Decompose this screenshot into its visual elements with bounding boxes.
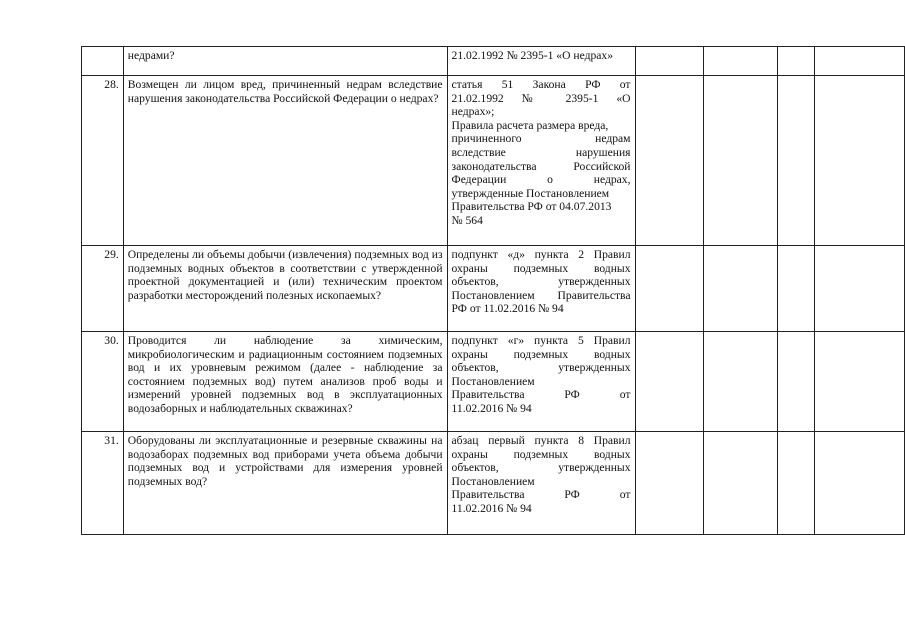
legal-reference-line: Правительства РФ от [451, 388, 631, 402]
empty-cell [814, 246, 904, 332]
empty-cell [635, 246, 703, 332]
empty-cell [635, 76, 703, 246]
legal-reference-line: недрах»; [451, 105, 495, 119]
question-cell: Возмещен ли лицом вред, причиненный недрам вследствие нарушения законодательства Российской Федерации о недрах? [123, 76, 447, 246]
table-row [82, 76, 905, 246]
table-row [82, 432, 905, 535]
question-cell: Проводится ли наблюдение за химическим, микробиологическим и радиационным состоянием подземных вод и их уровневым режимом (далее - наблюдение за состоянием подземных вод) путем анализов проб воды и измерений уровней подземных вод в эксплуатационных водозаборных и наблюдательных скважинах? [123, 332, 447, 432]
empty-cell [703, 246, 777, 332]
legal-reference-line: охраны подземных водных [451, 261, 631, 275]
table-row [82, 246, 905, 332]
legal-reference-cell [447, 332, 635, 432]
legal-reference-line: 11.02.2016 № 94 [451, 401, 532, 415]
legal-reference-line: Правительства РФ от [451, 488, 631, 502]
row-number: 29. [82, 246, 124, 332]
legal-reference-line: Постановлением Правительства [451, 288, 631, 302]
legal-reference-line: законодательства Российской [451, 159, 631, 173]
empty-cell [635, 332, 703, 432]
question-cell: недрами? [123, 47, 447, 76]
empty-cell [814, 332, 904, 432]
legal-reference-cell [447, 76, 635, 246]
legal-reference-line: подпункт «д» пункта 2 Правил [451, 248, 631, 261]
legal-reference-line: объектов, утвержденных [451, 461, 631, 475]
empty-cell [703, 332, 777, 432]
empty-cell [703, 432, 777, 535]
legal-reference-line: Постановлением [451, 474, 535, 488]
row-number: 30. [82, 332, 124, 432]
legal-reference-cell [447, 246, 635, 332]
legal-reference-line: охраны подземных водных [451, 447, 631, 461]
legal-reference-line: причиненного недрам [451, 132, 631, 146]
empty-cell [635, 432, 703, 535]
row-number: 28. [82, 76, 124, 246]
legal-reference-line: Правила расчета размера вреда, [451, 118, 609, 132]
legal-reference-cell [447, 432, 635, 535]
row-number [82, 47, 124, 76]
empty-cell [778, 76, 815, 246]
legal-reference-line: охраны подземных водных [451, 347, 631, 361]
legal-reference-line: утвержденные Постановлением [451, 186, 610, 200]
table-row [82, 47, 905, 76]
legal-reference-line: 21.02.1992 № 2395-1 «О [451, 91, 631, 105]
legal-reference-line: Постановлением [451, 374, 535, 388]
legal-reference-line: объектов, утвержденных [451, 275, 631, 289]
empty-cell [703, 76, 777, 246]
empty-cell [814, 47, 904, 76]
legal-reference-line: 21.02.1992 № 2395-1 «О недрах» [451, 49, 614, 62]
inspection-checklist-table [81, 46, 905, 535]
legal-reference-line: № 564 [451, 213, 483, 227]
table-row [82, 332, 905, 432]
legal-reference-line: Федерации о недрах, [451, 173, 631, 187]
legal-reference-line: статья 51 Закона РФ от [451, 78, 631, 91]
question-cell: Оборудованы ли эксплуатационные и резервные скважины на водозаборах подземных вод приборами учета объема добычи подземных вод и устройствами для измерения уровней подземных вод? [123, 432, 447, 535]
empty-cell [778, 47, 815, 76]
legal-reference-line: абзац первый пункта 8 Правил [451, 434, 631, 447]
legal-reference-cell [447, 47, 635, 76]
empty-cell [814, 76, 904, 246]
legal-reference-line: вследствие нарушения [451, 145, 631, 159]
empty-cell [778, 246, 815, 332]
empty-cell [778, 332, 815, 432]
legal-reference-line: Правительства РФ от 04.07.2013 [451, 200, 612, 214]
empty-cell [778, 432, 815, 535]
legal-reference-line: подпункт «г» пункта 5 Правил [451, 334, 631, 347]
question-cell: Определены ли объемы добычи (извлечения) подземных вод из подземных водных объектов в соответствии с утвержденной проектной документацией и (или) техническим проектом разработки месторождений полезных ископаемых? [123, 246, 447, 332]
empty-cell [703, 47, 777, 76]
legal-reference-line: 11.02.2016 № 94 [451, 501, 532, 515]
legal-reference-line: объектов, утвержденных [451, 361, 631, 375]
legal-reference-line: РФ от 11.02.2016 № 94 [451, 302, 564, 316]
row-number: 31. [82, 432, 124, 535]
empty-cell [635, 47, 703, 76]
empty-cell [814, 432, 904, 535]
